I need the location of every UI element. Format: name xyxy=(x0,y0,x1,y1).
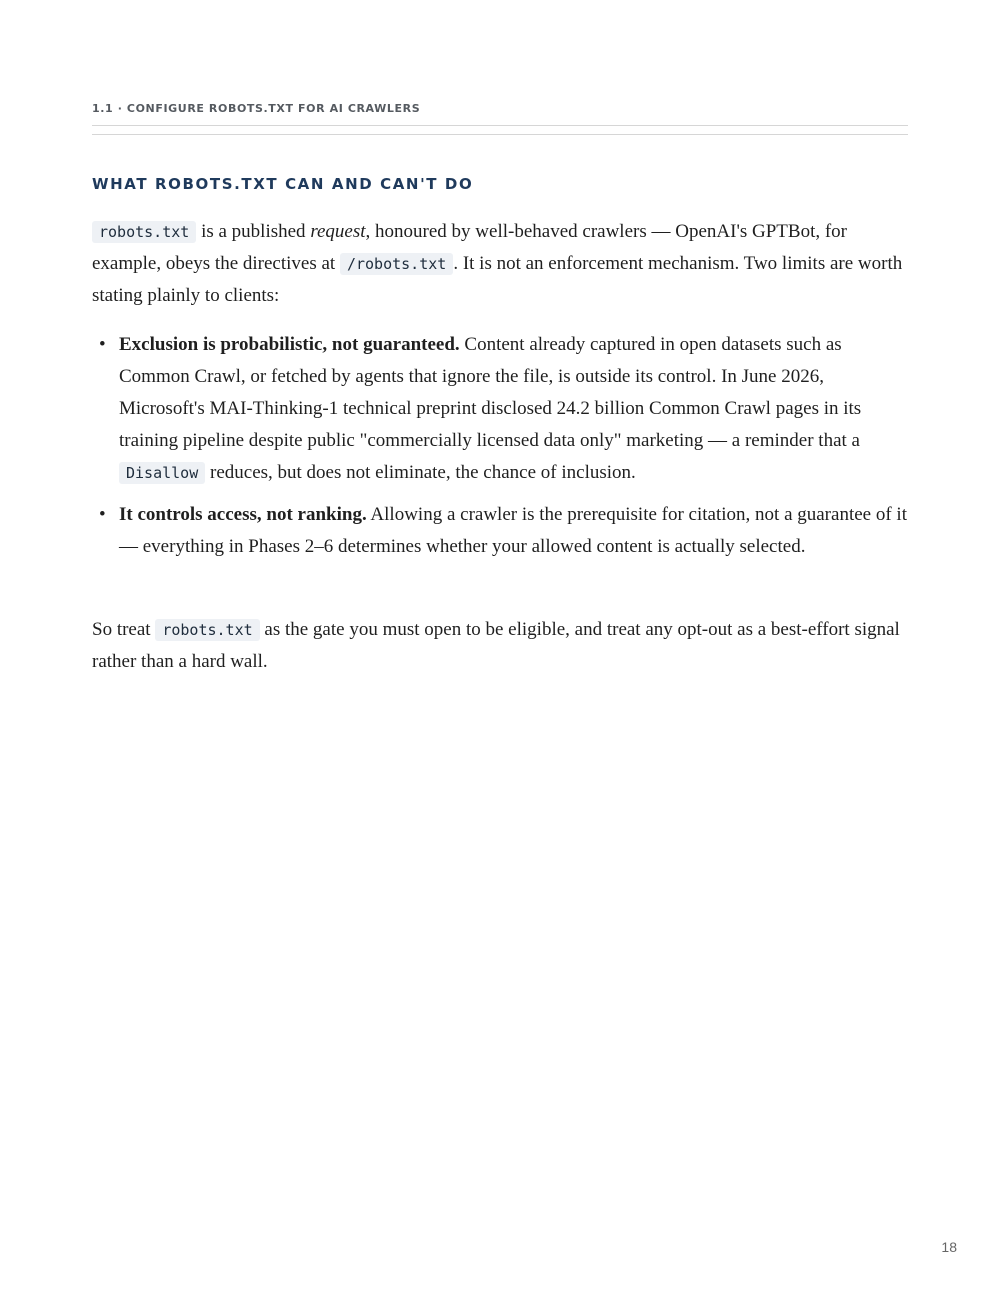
closing-text-1: So treat xyxy=(92,619,156,640)
bullet-text: Allowing a crawler is the prerequisite for citation, not a guarantee of it — everything in Phases 2–6 determines whether your allowed content is actually selected. xyxy=(119,504,907,557)
bullet-tail: reduces, but does not eliminate, the chance of inclusion. xyxy=(205,462,636,483)
bullet-lead: Exclusion is probabilistic, not guaranteed. xyxy=(119,334,460,355)
header-rule-top xyxy=(92,125,908,126)
intro-paragraph xyxy=(92,216,908,312)
bullet-icon: • xyxy=(99,504,106,525)
page-number: 18 xyxy=(941,1239,957,1255)
inline-code-robots: robots.txt xyxy=(155,619,259,641)
intro-text-3: . It is not an enforcement mechanism. Two limits are worth stating plainly to clients: xyxy=(92,253,903,306)
inline-code-disallow: Disallow xyxy=(119,462,205,484)
section-heading: WHAT ROBOTS.TXT CAN AND CAN'T DO xyxy=(92,175,474,193)
bullet-icon: • xyxy=(99,334,106,355)
bullet-lead: It controls access, not ranking. xyxy=(119,504,367,525)
inline-code-robots: robots.txt xyxy=(92,221,196,243)
list-item-exclusion xyxy=(92,329,908,489)
intro-text-1: is a published xyxy=(196,221,311,242)
closing-paragraph xyxy=(92,614,908,678)
running-header: 1.1 · CONFIGURE ROBOTS.TXT FOR AI CRAWLERS xyxy=(92,102,421,115)
bullet-text: Content already captured in open datasets such as Common Crawl, or fetched by agents that ignore the file, is outside its control. In June 2026, Microsoft's MAI-Thinking-1 technical preprint disclosed 24.2 billion Common Crawl pages in its training pipeline despite public "commercially licensed data only" marketing — a reminder that a xyxy=(119,334,862,451)
list-item-access xyxy=(92,499,908,563)
intro-emphasis: request xyxy=(310,221,366,242)
header-rule-bottom xyxy=(92,134,908,135)
closing-text-2: as the gate you must open to be eligible, and treat any opt-out as a best-effort signal rather than a hard wall. xyxy=(92,619,900,672)
inline-code-robots-path: /robots.txt xyxy=(340,253,453,275)
limits-list xyxy=(92,329,908,573)
intro-text-2: , honoured by well-behaved crawlers — OpenAI's GPTBot, for example, obeys the directives at xyxy=(92,221,848,274)
